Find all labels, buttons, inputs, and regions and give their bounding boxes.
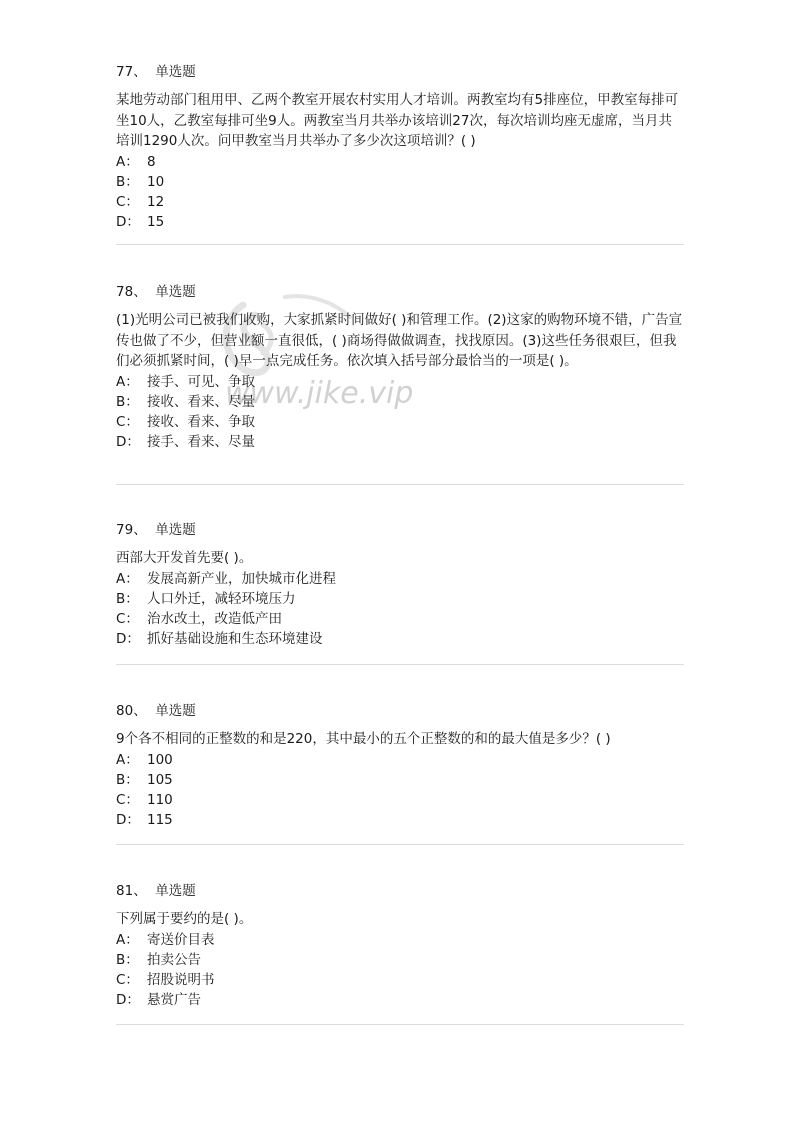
option-text: 8	[147, 153, 156, 170]
question-separator: 、	[133, 703, 156, 719]
watermark-text: www.jike.vip	[225, 376, 414, 411]
question-divider	[116, 844, 684, 845]
question-stem: 某地劳动部门租用甲、乙两个教室开展农村实用人才培训。两教室均有5排座位，甲教室每排可坐10人，乙教室每排可坐9人。两教室当月共举办该培训27次，每次培训均座无虚席，当月共培训1290人次。问甲教室当月共举办了多少次这项培训？( )	[116, 92, 679, 149]
option-text: 发展高新产业，加快城市化进程	[147, 570, 336, 587]
question-80	[116, 701, 684, 830]
option-letter: B：	[116, 771, 139, 788]
question-divider	[116, 664, 684, 665]
question-header	[116, 701, 684, 721]
question-header	[116, 520, 684, 540]
option-text: 100	[147, 751, 173, 768]
option-c[interactable]	[116, 412, 684, 432]
question-separator: 、	[133, 64, 156, 80]
option-text: 115	[147, 811, 173, 828]
question-type: 单选题	[155, 284, 196, 300]
option-text: 接收、看来、尽量	[147, 393, 255, 410]
option-a[interactable]	[116, 569, 684, 589]
option-letter: B：	[116, 173, 139, 190]
option-b[interactable]	[116, 172, 684, 192]
question-divider	[116, 484, 684, 485]
option-letter: A：	[116, 373, 139, 390]
option-text: 12	[147, 193, 165, 210]
option-text: 抓好基础设施和生态环境建设	[147, 630, 323, 647]
option-text: 接收、看来、争取	[147, 413, 255, 430]
question-header	[116, 881, 684, 901]
question-stem: 9个各不相同的正整数的和是220，其中最小的五个正整数的和的最大值是多少？( )	[116, 731, 611, 747]
question-number: 77	[116, 64, 134, 80]
option-letter: A：	[116, 153, 139, 170]
question-separator: 、	[133, 883, 156, 899]
question-type: 单选题	[155, 883, 196, 899]
option-c[interactable]	[116, 970, 684, 990]
option-d[interactable]	[116, 629, 684, 649]
option-letter: A：	[116, 570, 139, 587]
question-header	[116, 62, 684, 82]
option-letter: C：	[116, 610, 139, 627]
question-stem: (1)光明公司已被我们收购，大家抓紧时间做好( )和管理工作。(2)这家的购物环境不错，广告宣传也做了不少，但营业额一直很低，( )商场得做做调查，找找原因。(3)这些任务很艰巨，但我们必须抓紧时间，( )早一点完成任务。依次填入括号部分最恰当的一项是( )。	[116, 312, 683, 369]
question-divider	[116, 244, 684, 245]
option-list	[116, 750, 684, 830]
option-letter: C：	[116, 413, 139, 430]
option-b[interactable]	[116, 589, 684, 609]
option-text: 接手、看来、尽量	[147, 433, 255, 450]
option-b[interactable]	[116, 392, 684, 412]
option-letter: C：	[116, 791, 139, 808]
option-text: 治水改土，改造低产田	[147, 610, 282, 627]
option-b[interactable]	[116, 950, 684, 970]
option-a[interactable]	[116, 750, 684, 770]
option-text: 人口外迁，减轻环境压力	[147, 590, 296, 607]
question-number: 79	[116, 522, 134, 538]
option-letter: B：	[116, 590, 139, 607]
option-letter: D：	[116, 811, 140, 828]
option-d[interactable]	[116, 432, 684, 452]
option-letter: B：	[116, 951, 139, 968]
option-text: 接手、可见、争取	[147, 373, 255, 390]
option-c[interactable]	[116, 790, 684, 810]
question-separator: 、	[133, 522, 156, 538]
question-79	[116, 520, 684, 649]
option-letter: D：	[116, 630, 140, 647]
option-letter: D：	[116, 991, 140, 1008]
question-stem: 西部大开发首先要( )。	[116, 550, 253, 566]
question-81	[116, 881, 684, 1010]
option-letter: C：	[116, 193, 139, 210]
question-77	[116, 62, 684, 232]
option-list	[116, 152, 684, 232]
question-type: 单选题	[155, 703, 196, 719]
question-number: 80	[116, 703, 134, 719]
option-a[interactable]	[116, 930, 684, 950]
question-stem: 下列属于要约的是( )。	[116, 911, 253, 927]
option-letter: D：	[116, 433, 140, 450]
option-text: 招股说明书	[147, 971, 215, 988]
option-c[interactable]	[116, 192, 684, 212]
option-d[interactable]	[116, 810, 684, 830]
option-letter: B：	[116, 393, 139, 410]
option-a[interactable]	[116, 372, 684, 392]
option-letter: D：	[116, 213, 140, 230]
question-number: 78	[116, 284, 134, 300]
option-letter: A：	[116, 931, 139, 948]
option-letter: C：	[116, 971, 139, 988]
option-b[interactable]	[116, 770, 684, 790]
question-header	[116, 282, 684, 302]
question-type: 单选题	[155, 522, 196, 538]
option-list	[116, 930, 684, 1010]
option-text: 15	[147, 213, 165, 230]
option-text: 105	[147, 771, 173, 788]
option-c[interactable]	[116, 609, 684, 629]
option-letter: A：	[116, 751, 139, 768]
question-78	[116, 282, 684, 452]
question-divider	[116, 1024, 684, 1025]
option-text: 110	[147, 791, 173, 808]
option-text: 10	[147, 173, 165, 190]
question-type: 单选题	[155, 64, 196, 80]
option-text: 拍卖公告	[147, 951, 201, 968]
question-separator: 、	[133, 284, 156, 300]
option-d[interactable]	[116, 212, 684, 232]
question-number: 81	[116, 883, 134, 899]
option-text: 寄送价目表	[147, 931, 215, 948]
option-list	[116, 569, 684, 649]
option-list	[116, 372, 684, 452]
option-text: 悬赏广告	[147, 991, 201, 1008]
option-a[interactable]	[116, 152, 684, 172]
option-d[interactable]	[116, 990, 684, 1010]
